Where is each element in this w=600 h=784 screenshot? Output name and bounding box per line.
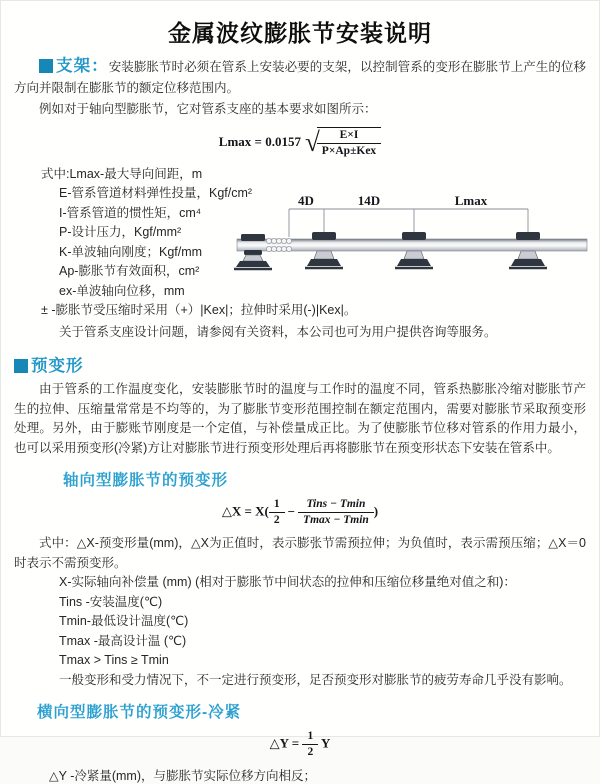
- axial-definition-line: Tmax -最高设计温 (℃): [59, 633, 187, 648]
- half-fraction: $\frac{1}{2}$: [302, 729, 318, 760]
- definition-line: E-管系管道材料弹性投量，Kgf/cm²: [59, 186, 253, 201]
- axial-formula: [1, 497, 599, 528]
- dimension-label-4d: 4D: [298, 192, 314, 208]
- predeform-section-title: 预变形: [31, 357, 84, 376]
- definition-line: ± -膨胀节受压缩时采用（+）|Kex|；拉伸时采用(-)|Kex|。: [41, 303, 357, 318]
- axial-definition-line: X-实际轴向补偿量 (mm) (相对于膨胀节中间状态的拉伸和压缩位移量绝对值之和)：: [59, 575, 516, 590]
- axial-definition-line: Tmin-最低设计温度(℃): [59, 614, 189, 629]
- support-note: 关于管系支座设计问题，请参阅有关资料，本公司也可为用户提供咨询等服务。: [59, 324, 497, 339]
- definition-line: P-设计压力，Kgf/mm²: [59, 225, 182, 240]
- support-example-line: 例如对于轴向型膨胀节，它对管系支座的基本要求如图所示：: [39, 102, 377, 116]
- definition-line: I-管系管道的惯性矩，cm⁴: [59, 205, 202, 220]
- fraction-numerator: E×I: [317, 128, 381, 144]
- lmax-formula: [1, 127, 599, 159]
- definition-line: 式中:Lmax-最大导向间距，m: [41, 166, 203, 181]
- axial-intro-line: 式中：△X-预变形量(mm)，△X为正值时，表示膨张节需预拉伸；为负值时，表示需预压缩；△X＝0时表示不需预变形。: [14, 536, 586, 570]
- section-marker-icon: [14, 359, 28, 373]
- support-intro-text: 安装膨胀节时必须在管系上安装必要的支架，以控制管系的变形在膨胀节上产生的位移方向并限制在膨胀节的额定位移范围内。: [14, 60, 586, 95]
- half-fraction: $\frac{1}{2}$: [269, 497, 285, 528]
- definition-line: Ap-膨胀节有效面积，cm²: [59, 264, 200, 279]
- lateral-heading: 横向型膨胀节的预变形-冷紧: [37, 704, 242, 722]
- minus-sign: −: [287, 503, 296, 519]
- dimension-label-14d: 14D: [357, 192, 381, 208]
- lateral-formula: [1, 729, 599, 760]
- dimension-label-lmax: Lmax: [454, 192, 488, 208]
- predeform-heading: [14, 352, 586, 376]
- page-title: 金属波纹膨胀节安装说明: [168, 20, 432, 46]
- definitions-and-diagram: [14, 165, 586, 343]
- formula-fraction: [317, 127, 381, 159]
- formula-rhs: Y: [320, 735, 331, 751]
- predeform-paragraph: 由于管系的工作温度变化，安装膨胀节时的温度与工作时的温度不同，管系热膨胀冷缩对膨胀节产生的拉伸、压缩量常常是不均等的，为了膨胀节变形范围控制在额定范围内，需要对膨胀节采取预变形处理。另外，由于膨账节刚度是一个定值，与补偿量成正比。为了使膨胀节位移对管系的作用力最小，也可以采用预变形(冷紧)方让对膨胀节进行预变形处理后再将膨胀节在预变形状态下安装在管系中。: [14, 382, 586, 455]
- radical-sign: √: [304, 127, 320, 158]
- axial-definitions: [14, 534, 586, 690]
- support-section-heading: 支架：: [56, 57, 109, 75]
- axial-definition-line: Tmax > Tins ≥ Tmin: [59, 653, 169, 668]
- support-intro-paragraph: [14, 56, 586, 99]
- definition-line: ex-单波轴向位移，mm: [59, 283, 185, 298]
- axial-closing-line: 一般变形和受力情况下，不一定进行预变形，足否预变形对膨胀节的疲劳寿命几乎没有影响。: [59, 672, 572, 687]
- fraction-denominator: P×Ap±Kex: [321, 144, 377, 157]
- temperature-fraction: $\frac{\text{Tins − Tmin}}{Tmax - Tmin}$: [298, 497, 374, 528]
- right-paren: ): [373, 503, 379, 519]
- definition-line: K-单波轴向刚度；Kgf/mm: [59, 244, 203, 259]
- formula-lhs: △X = X(: [221, 503, 269, 519]
- pipe-diagram-svg: [237, 193, 587, 285]
- axial-definition-line: Tins -安装温度(℃): [59, 594, 163, 609]
- support-spacing-diagram: [237, 193, 587, 285]
- formula-lhs: △Y =: [269, 735, 300, 751]
- section-marker-icon: [39, 59, 53, 73]
- lateral-definition-line: △Y -冷紧量(mm)，与膨胀节实际位移方向相反；: [49, 769, 317, 784]
- axial-heading: 轴向型膨胀节的预变形: [63, 472, 229, 490]
- formula-lhs: Lmax = 0.0157: [218, 133, 301, 149]
